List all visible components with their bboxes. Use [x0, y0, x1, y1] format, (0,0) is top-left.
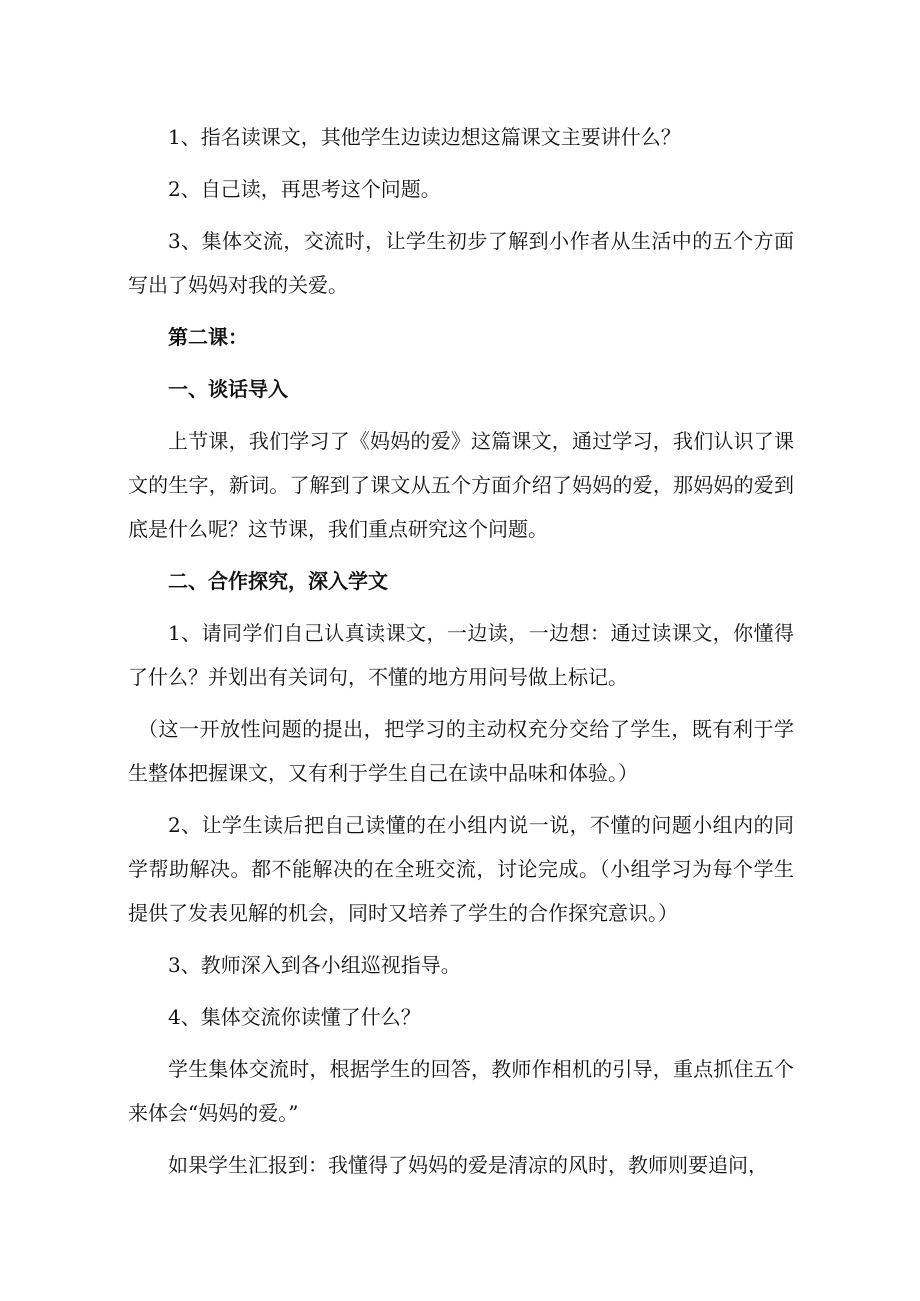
heading-section-1-intro: 一、谈话导入	[168, 377, 288, 401]
heading-second-lesson: 第二课：	[168, 325, 248, 349]
paragraph-explore-note: （这一开放性问题的提出，把学习的主动权充分交给了学生，既有利于学生整体把握课文，又有利于学生自己在读中品味和体验。）	[128, 717, 794, 785]
paragraph-step-2-self-read: 2、自己读，再思考这个问题。	[168, 177, 441, 201]
paragraph-explore-step-1: 1、请同学们自己认真读课文，一边读，一边想：通过读课文，你懂得了什么？并划出有关词句，不懂的地方用问号做上标记。	[128, 621, 794, 689]
document-body	[128, 115, 794, 1187]
paragraph-explore-step-3: 3、教师深入到各小组巡视指导。	[168, 953, 461, 977]
paragraph-follow-up: 如果学生汇报到：我懂得了妈妈的爱是清凉的风时，教师则要追问，	[168, 1153, 768, 1177]
paragraph-step-1-read-aloud: 1、指名读课文，其他学生边读边想这篇课文主要讲什么？	[168, 125, 681, 149]
paragraph-step-3-group-exchange: 3、集体交流，交流时，让学生初步了解到小作者从生活中的五个方面写出了妈妈对我的关爱。	[128, 229, 794, 297]
paragraph-class-exchange: 学生集体交流时，根据学生的回答，教师作相机的引导，重点抓住五个来体会“妈妈的爱。”	[128, 1057, 794, 1125]
paragraph-explore-step-4: 4、集体交流你读懂了什么？	[168, 1005, 421, 1029]
heading-section-2-explore: 二、合作探究，深入学文	[168, 569, 388, 593]
paragraph-explore-step-2: 2、让学生读后把自己读懂的在小组内说一说，不懂的问题小组内的同学帮助解决。都不能解决的在全班交流，讨论完成。（小组学习为每个学生提供了发表见解的机会，同时又培养了学生的合作探究意识。）	[128, 813, 794, 925]
paragraph-intro-text: 上节课，我们学习了《妈妈的爱》这篇课文，通过学习，我们认识了课文的生字，新词。了解到了课文从五个方面介绍了妈妈的爱，那妈妈的爱到底是什么呢？这节课，我们重点研究这个问题。	[128, 429, 794, 541]
